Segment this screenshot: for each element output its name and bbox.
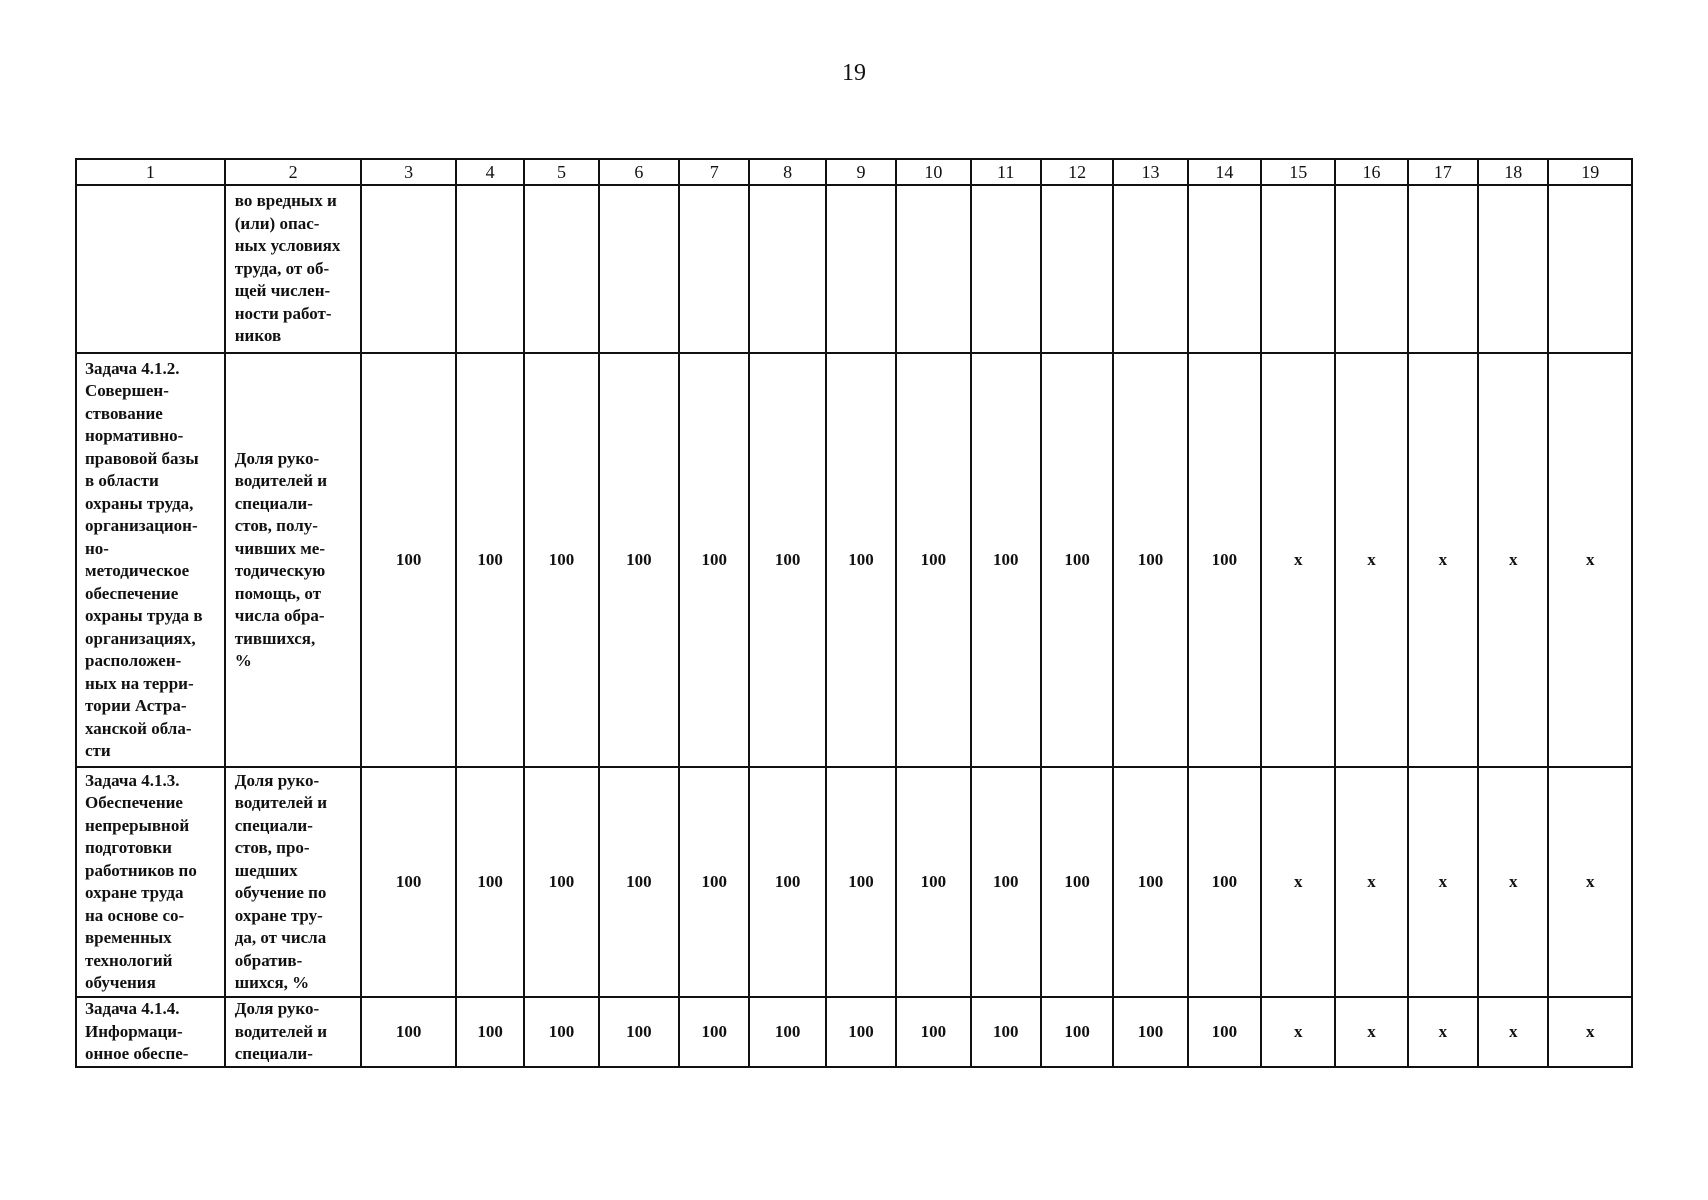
- column-number-cell: 4: [456, 159, 524, 185]
- column-number-cell: 11: [971, 159, 1041, 185]
- value-cell: х: [1478, 997, 1548, 1067]
- value-cell: [456, 185, 524, 353]
- column-number-cell: 16: [1335, 159, 1407, 185]
- value-cell: 100: [896, 353, 970, 767]
- column-number-cell: 3: [361, 159, 455, 185]
- task-cell: [76, 767, 225, 997]
- indicator-cell: [225, 997, 362, 1067]
- value-cell: 100: [456, 767, 524, 997]
- value-cell: [524, 185, 598, 353]
- column-number-cell: 8: [749, 159, 825, 185]
- task-cell: [76, 185, 225, 353]
- column-number-cell: 18: [1478, 159, 1548, 185]
- value-cell: 100: [749, 997, 825, 1067]
- value-cell: 100: [971, 353, 1041, 767]
- value-cell: 100: [456, 997, 524, 1067]
- value-cell: [679, 185, 749, 353]
- value-cell: 100: [679, 353, 749, 767]
- column-number-cell: 2: [225, 159, 362, 185]
- value-cell: 100: [826, 997, 896, 1067]
- value-cell: 100: [1113, 353, 1187, 767]
- column-number-cell: 13: [1113, 159, 1187, 185]
- value-cell: 100: [826, 353, 896, 767]
- value-cell: х: [1261, 997, 1335, 1067]
- value-cell: 100: [361, 767, 455, 997]
- value-cell: х: [1478, 353, 1548, 767]
- indicator-cell: [225, 353, 362, 767]
- value-cell: [896, 185, 970, 353]
- table-row: [76, 185, 1632, 353]
- value-cell: 100: [361, 353, 455, 767]
- column-number-cell: 5: [524, 159, 598, 185]
- value-cell: 100: [599, 353, 679, 767]
- value-cell: [1261, 185, 1335, 353]
- indicator-text: Доля руко- водителей и специали- стов, полу- чивших ме- тодическую помощь, от числа обра- тившихся, %: [234, 448, 328, 670]
- value-cell: 100: [1113, 997, 1187, 1067]
- value-cell: х: [1548, 767, 1632, 997]
- table-row: [76, 997, 1632, 1067]
- value-cell: 100: [1188, 997, 1261, 1067]
- value-cell: [599, 185, 679, 353]
- value-cell: 100: [1113, 767, 1187, 997]
- value-cell: 100: [971, 997, 1041, 1067]
- value-cell: 100: [524, 353, 598, 767]
- indicator-table: [75, 158, 1633, 1068]
- task-text: Задача 4.1.2. Совершен- ствование нормативно- правовой базы в области охраны труда, организацион- но- методическое обеспечение охраны труда в организациях, расположен- ных на терри- тории Астра- ханской обла- сти: [85, 358, 203, 760]
- indicator-text: во вредных и (или) опас- ных условиях труда, от об- щей числен- ности работ- ников: [234, 191, 341, 346]
- value-cell: 100: [1041, 353, 1113, 767]
- page-number: 19: [842, 60, 866, 86]
- value-cell: х: [1335, 353, 1407, 767]
- value-cell: 100: [826, 767, 896, 997]
- value-cell: [1188, 185, 1261, 353]
- value-cell: 100: [971, 767, 1041, 997]
- value-cell: х: [1335, 997, 1407, 1067]
- value-cell: 100: [749, 767, 825, 997]
- value-cell: х: [1408, 997, 1478, 1067]
- value-cell: [361, 185, 455, 353]
- column-number-cell: 7: [679, 159, 749, 185]
- value-cell: 100: [679, 767, 749, 997]
- value-cell: [1548, 185, 1632, 353]
- value-cell: 100: [599, 767, 679, 997]
- value-cell: [1113, 185, 1187, 353]
- value-cell: х: [1408, 353, 1478, 767]
- value-cell: 100: [1041, 767, 1113, 997]
- value-cell: х: [1261, 353, 1335, 767]
- indicator-cell: [225, 767, 362, 997]
- value-cell: х: [1335, 767, 1407, 997]
- value-cell: [1408, 185, 1478, 353]
- column-number-cell: 9: [826, 159, 896, 185]
- task-text: Задача 4.1.4. Информаци- онное обеспе-: [85, 999, 189, 1064]
- value-cell: 100: [361, 997, 455, 1067]
- table-row: [76, 353, 1632, 767]
- column-number-cell: 6: [599, 159, 679, 185]
- task-cell: [76, 997, 225, 1067]
- value-cell: [971, 185, 1041, 353]
- column-number-cell: 1: [76, 159, 225, 185]
- value-cell: 100: [599, 997, 679, 1067]
- column-number-cell: 14: [1188, 159, 1261, 185]
- column-number-row: [76, 159, 1632, 185]
- column-number-cell: 12: [1041, 159, 1113, 185]
- value-cell: 100: [1188, 353, 1261, 767]
- indicator-text: Доля руко- водителей и специали- стов, про- шедших обучение по охране тру- да, от числа обратив- шихся, %: [234, 770, 328, 992]
- column-number-cell: 15: [1261, 159, 1335, 185]
- task-text: Задача 4.1.3. Обеспечение непрерывной подготовки работников по охране труда на основе со- временных технологий обучения: [85, 770, 197, 992]
- value-cell: 100: [896, 767, 970, 997]
- value-cell: х: [1478, 767, 1548, 997]
- value-cell: 100: [524, 767, 598, 997]
- table-row: [76, 767, 1632, 997]
- value-cell: 100: [679, 997, 749, 1067]
- value-cell: [1335, 185, 1407, 353]
- column-number-cell: 10: [896, 159, 970, 185]
- value-cell: [826, 185, 896, 353]
- value-cell: 100: [896, 997, 970, 1067]
- value-cell: х: [1408, 767, 1478, 997]
- value-cell: [1041, 185, 1113, 353]
- indicator-text: Доля руко- водителей и специали-: [234, 999, 328, 1064]
- value-cell: 100: [524, 997, 598, 1067]
- value-cell: х: [1548, 997, 1632, 1067]
- column-number-cell: 19: [1548, 159, 1632, 185]
- indicator-cell: [225, 185, 362, 353]
- column-number-cell: 17: [1408, 159, 1478, 185]
- value-cell: [749, 185, 825, 353]
- value-cell: 100: [1188, 767, 1261, 997]
- value-cell: 100: [749, 353, 825, 767]
- value-cell: х: [1548, 353, 1632, 767]
- value-cell: 100: [456, 353, 524, 767]
- value-cell: [1478, 185, 1548, 353]
- task-cell: [76, 353, 225, 767]
- value-cell: х: [1261, 767, 1335, 997]
- value-cell: 100: [1041, 997, 1113, 1067]
